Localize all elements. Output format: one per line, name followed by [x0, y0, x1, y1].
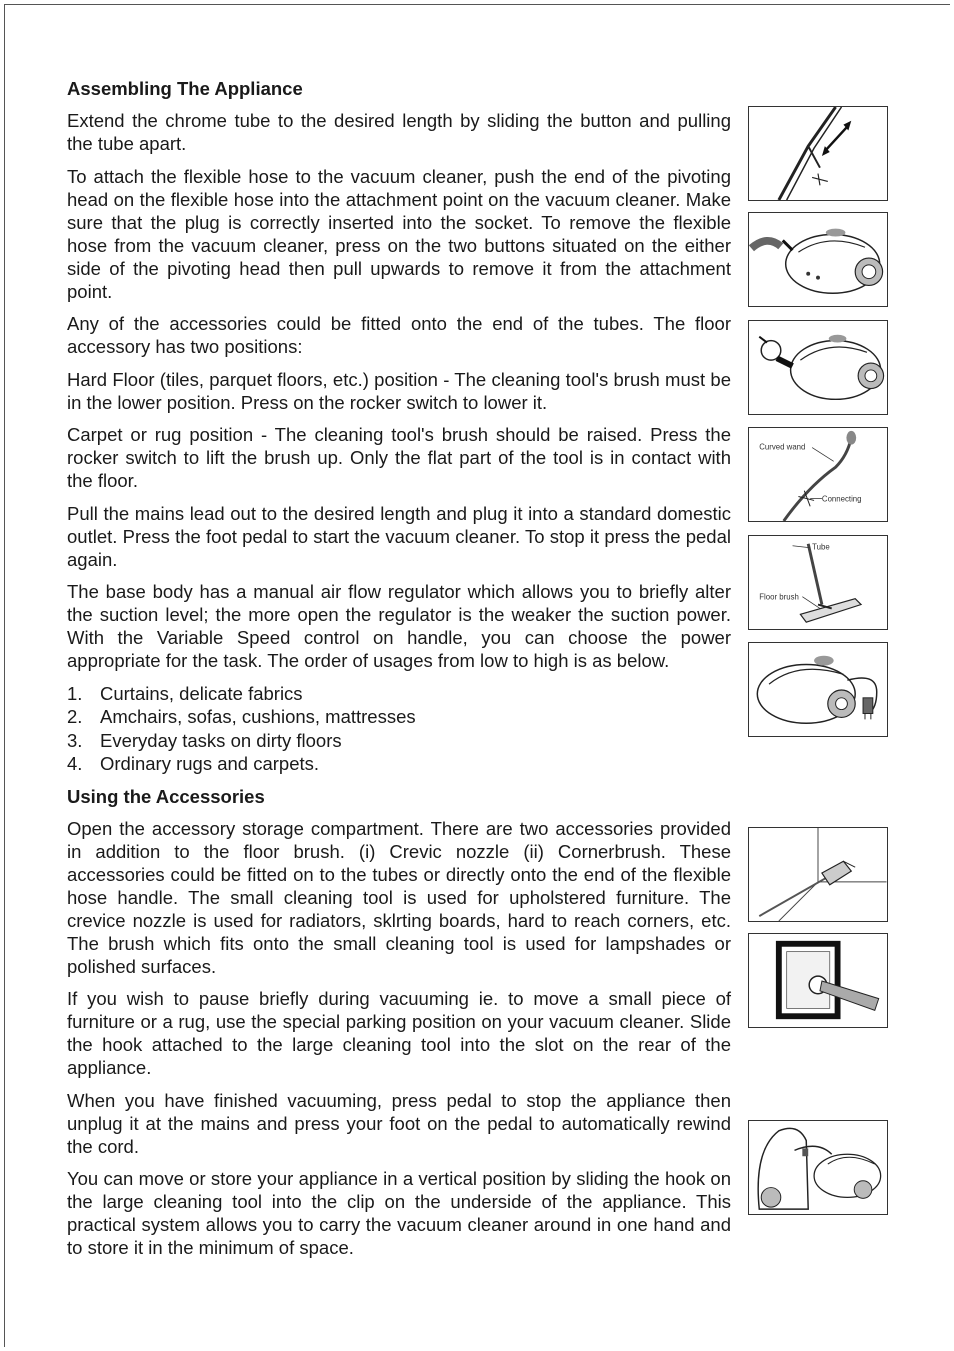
curved-wand-illustration: [749, 428, 887, 521]
label-connecting: Connecting: [821, 494, 862, 504]
figure-mains-plug: [748, 642, 888, 737]
usage-list: [67, 682, 731, 776]
paragraph-extend-tube: Extend the chrome tube to the desired length by sliding the button and pulling the tube apart.: [67, 110, 731, 154]
paragraph-air-flow: The base body has a manual air flow regulator which allows you to briefly alter the suction level; the more open the regulator is the weaker the suction power. With the Variable Speed control on handle, you can choose the power appropriate for the task. The order of usages from low to high is as below.: [67, 581, 731, 671]
figure-remove-hose: [748, 320, 888, 415]
page-border-top: [4, 4, 950, 5]
paragraph-pause: If you wish to pause briefly during vacuuming ie. to move a small piece of furniture or a rug, use the special parking position on your vacuum cleaner. Slide the hook attached to the large cleaning tool into the slot on the rear of the appliance.: [67, 988, 731, 1078]
figure-tube-extension: [748, 106, 888, 201]
page-border-left: [4, 4, 5, 1347]
heading-accessories: Using the Accessories: [67, 785, 265, 807]
tube-extension-illustration: [749, 107, 887, 200]
paragraph-carpet: Carpet or rug position - The cleaning tool's brush should be raised. Press the rocker switch to lift the brush up. Only the flat part of the tool is in contact with the floor.: [67, 424, 731, 491]
paragraph-attach-hose: To attach the flexible hose to the vacuum cleaner, push the end of the pivoting head on the flexible hose into the attachment point on the vacuum cleaner. Make sure that the plug is correctly inserted into the socket. To remove the flexible hose from the vacuum cleaner, press on the two buttons situated on the either side of the pivoting head then pull upwards to remove it from the attachment point.: [67, 165, 731, 302]
vacuum-remove-hose-illustration: [749, 321, 887, 414]
figure-floor-brush: [748, 535, 888, 630]
floor-brush-illustration: [749, 536, 887, 629]
figure-curved-wand: [748, 427, 888, 522]
vertical-storage-illustration: [749, 1121, 887, 1214]
list-item: 1. Curtains, delicate fabrics: [67, 682, 303, 704]
label-curved-wand: Curved wand: [759, 442, 806, 452]
paragraph-store: You can move or store your appliance in a vertical position by sliding the hook on the large cleaning tool into the clip on the underside of the appliance. This practical system allows you to carry the vacuum cleaner around in one hand and to store it in the minimum of space.: [67, 1168, 731, 1258]
label-floor-brush: Floor brush: [759, 592, 799, 602]
list-item: 3. Everyday tasks on dirty floors: [67, 729, 342, 751]
vacuum-plug-illustration: [749, 643, 887, 736]
dusting-brush-illustration: [749, 934, 887, 1027]
paragraph-accessories: Any of the accessories could be fitted onto the end of the tubes. The floor accessory has two positions:: [67, 313, 731, 357]
figure-vertical-storage: [748, 1120, 888, 1215]
paragraph-mains-lead: Pull the mains lead out to the desired length and plug it into a standard domestic outlet. Press the foot pedal to start the vacuum cleaner. To stop it press the pedal again.: [67, 502, 731, 570]
crevice-nozzle-illustration: [749, 828, 887, 921]
list-item: 2. Amchairs, sofas, cushions, mattresses: [67, 706, 416, 727]
paragraph-storage: Open the accessory storage compartment. There are two accessories provided in addition to the floor brush. (i) Crevic nozzle (ii) Cornerbrush. These accessories could be fitted on to the tubes or directly onto the end of the flexible hose handle. The small cleaning tool is used for upholstered furniture. The crevice nozzle is used for radiators, sklrting boards, hard to reach corners, etc. The brush which fits onto the small cleaning tool is used for lampshades or polished surfaces.: [67, 817, 731, 977]
paragraph-hard-floor: Hard Floor (tiles, parquet floors, etc.) position - The cleaning tool's brush must be in the lower position. Press on the rocker switch to lower it.: [67, 368, 731, 413]
figure-dusting-brush: [748, 933, 888, 1028]
label-tube: Tube: [812, 542, 830, 552]
list-item: 4. Ordinary rugs and carpets.: [67, 753, 320, 774]
vacuum-attach-hose-illustration: [749, 213, 887, 306]
paragraph-finish: When you have finished vacuuming, press pedal to stop the appliance then unplug it at the mains and press your foot on the pedal to automatically rewind the cord.: [67, 1089, 731, 1157]
heading-assembling: Assembling The Appliance: [67, 78, 303, 99]
figure-attach-hose: [748, 212, 888, 307]
manual-text-column: [67, 77, 731, 1269]
figure-crevice-nozzle: [748, 827, 888, 922]
